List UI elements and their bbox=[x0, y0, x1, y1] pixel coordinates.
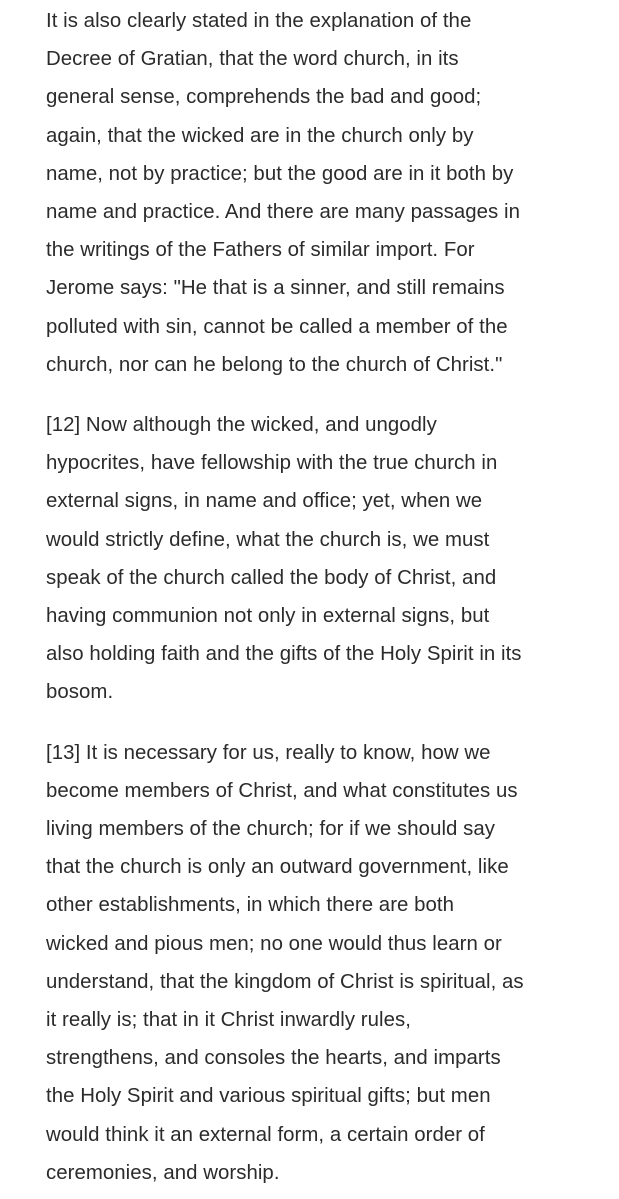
text-line: It is also clearly stated in the explanation of the bbox=[46, 10, 472, 32]
text-line: external signs, in name and office; yet, when we bbox=[46, 490, 483, 513]
text-line: understand, that the kingdom of Christ is spiritual, as bbox=[46, 970, 524, 993]
text-line: having communion not only in external signs, but bbox=[46, 605, 490, 628]
text-line: polluted with sin, cannot be called a member of the bbox=[46, 315, 508, 338]
text-line: name, not by practice; but the good are in it both by bbox=[46, 162, 514, 185]
text-line: it really is; that in it Christ inwardly rules, bbox=[46, 1009, 411, 1032]
text-line: that the church is only an outward government, like bbox=[46, 856, 509, 879]
text-line: the writings of the Fathers of similar import. For bbox=[46, 239, 475, 262]
text-line: ceremonies, and worship. bbox=[46, 1161, 280, 1184]
paragraph-gratian bbox=[46, 2, 599, 384]
text-line: would think it an external form, a certain order of bbox=[46, 1123, 485, 1146]
paragraph-13 bbox=[46, 734, 599, 1192]
text-line: hypocrites, have fellowship with the true church in bbox=[46, 452, 498, 475]
text-line: [13] It is necessary for us, really to know, how we bbox=[46, 741, 491, 764]
text-line: general sense, comprehends the bad and good; bbox=[46, 86, 482, 109]
text-line: church, nor can he belong to the church of Christ." bbox=[46, 353, 503, 376]
text-line: again, that the wicked are in the church only by bbox=[46, 124, 474, 147]
text-line: Decree of Gratian, that the word church, in its bbox=[46, 48, 459, 71]
text-line: Jerome says: "He that is a sinner, and still remains bbox=[46, 277, 505, 300]
text-line: strengthens, and consoles the hearts, and imparts bbox=[46, 1047, 501, 1070]
text-line: living members of the church; for if we should say bbox=[46, 818, 496, 841]
text-line: speak of the church called the body of Christ, and bbox=[46, 566, 497, 589]
text-line: name and practice. And there are many passages in bbox=[46, 201, 520, 224]
text-line: also holding faith and the gifts of the Holy Spirit in its bbox=[46, 643, 522, 666]
text-line: would strictly define, what the church is, we must bbox=[46, 528, 490, 551]
paragraph-12 bbox=[46, 406, 599, 712]
text-line: wicked and pious men; no one would thus learn or bbox=[46, 932, 502, 955]
text-line: become members of Christ, and what constitutes us bbox=[46, 779, 518, 802]
text-line: the Holy Spirit and various spiritual gifts; but men bbox=[46, 1085, 491, 1108]
text-line: [12] Now although the wicked, and ungodly bbox=[46, 414, 437, 437]
text-line: other establishments, in which there are both bbox=[46, 894, 455, 917]
text-line: bosom. bbox=[46, 681, 114, 704]
